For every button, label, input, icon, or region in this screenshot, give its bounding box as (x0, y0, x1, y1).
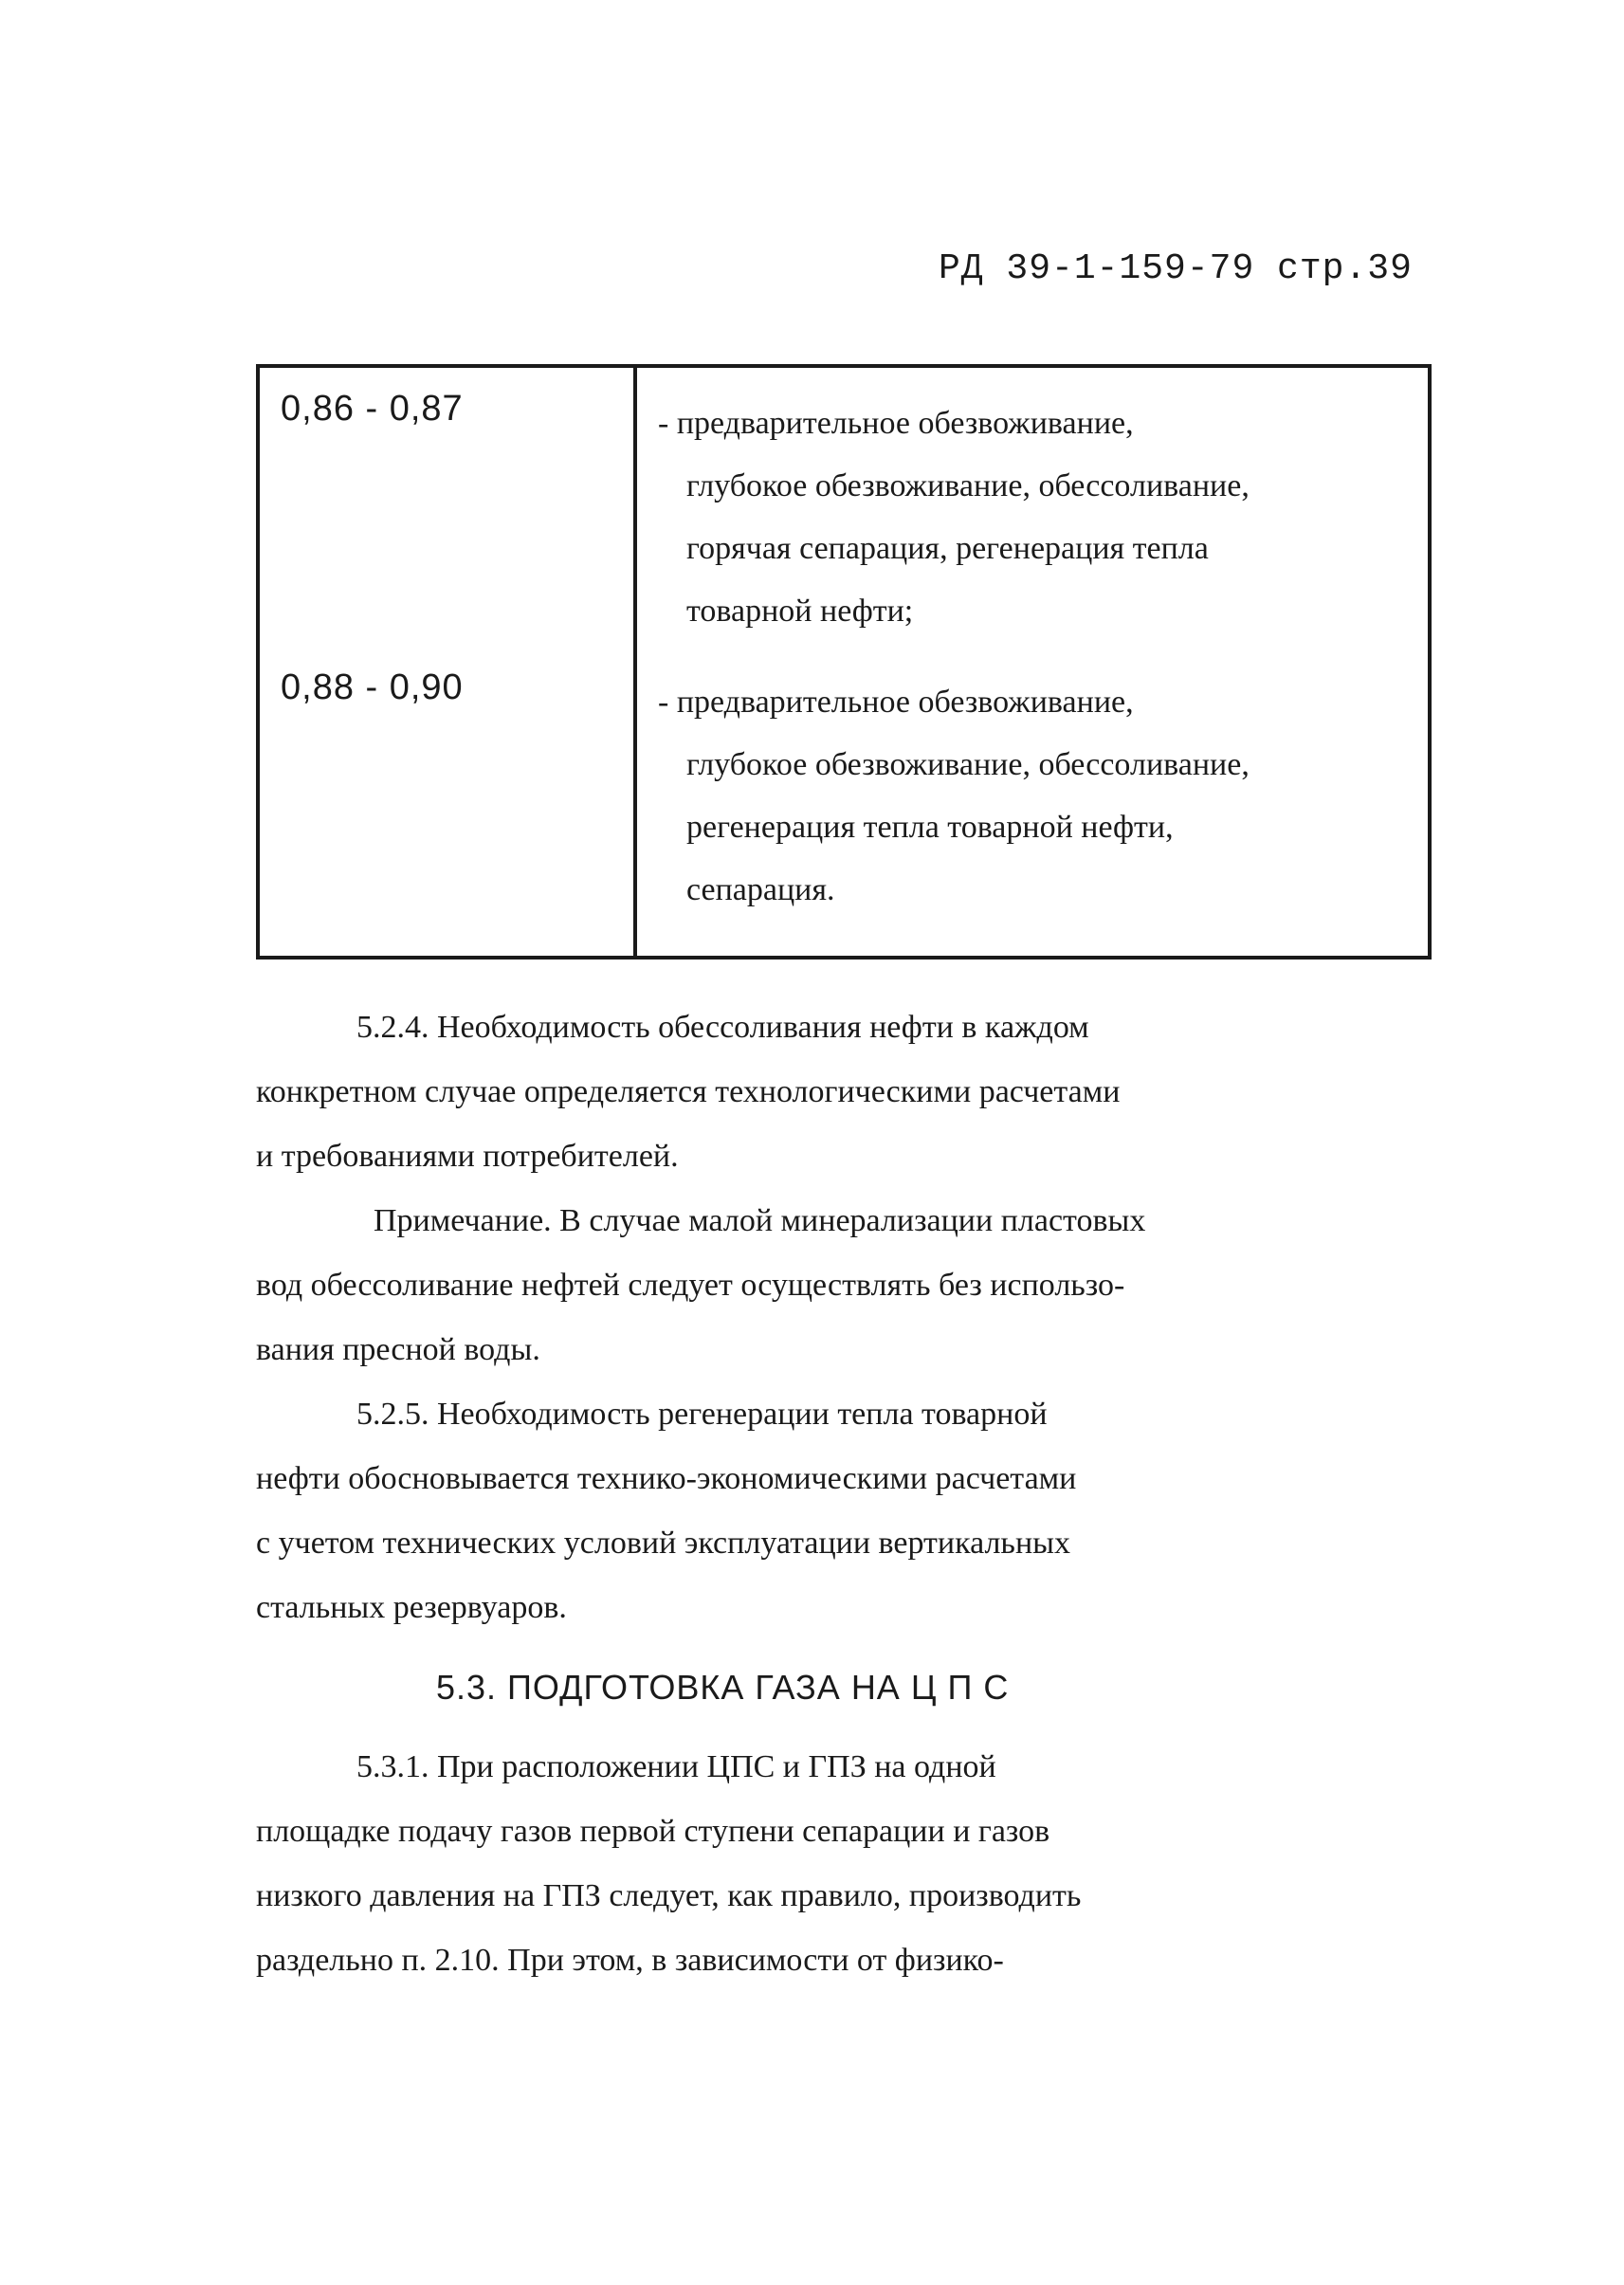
density-range: 0,88 - 0,90 (281, 667, 464, 707)
process-line: глубокое обезвоживание, обессоливание, (686, 468, 1250, 503)
section-heading-5-3: 5.3. ПОДГОТОВКА ГАЗА НА Ц П С (436, 1668, 1010, 1707)
text-line: стальных резервуаров. (256, 1590, 567, 1625)
document-body (256, 996, 1432, 1993)
text-line: Примечание. В случае малой минерализации пластовых (374, 1203, 1146, 1238)
process-line: товарной нефти; (686, 594, 914, 629)
text-line: вания пресной воды. (256, 1332, 540, 1367)
paragraph-5-2-4 (256, 996, 1432, 1189)
text-line: конкретном случае определяется технологическими расчетами (256, 1074, 1121, 1109)
process-line: глубокое обезвоживание, обессоливание, (686, 747, 1250, 782)
note-paragraph (256, 1189, 1432, 1382)
process-line: регенерация тепла товарной нефти, (686, 810, 1174, 845)
paragraph-5-3-1 (256, 1735, 1432, 1993)
table-column-divider (633, 368, 637, 956)
process-description (658, 393, 1250, 643)
process-line: - предварительное обезвоживание, (658, 406, 1134, 441)
text-line: низкого давления на ГПЗ следует, как правило, производить (256, 1878, 1082, 1913)
text-line: с учетом технических условий эксплуатации вертикальных (256, 1526, 1070, 1561)
density-process-table (256, 364, 1432, 960)
text-line: нефти обосновывается технико-экономическими расчетами (256, 1461, 1077, 1496)
paragraph-5-2-5 (256, 1382, 1432, 1640)
page-header-doc-ref: РД 39-1-159-79 стр.39 (939, 248, 1413, 289)
text-line: 5.2.5. Необходимость регенерации тепла товарной (356, 1397, 1048, 1432)
text-line: площадке подачу газов первой ступени сепарации и газов (256, 1814, 1050, 1849)
text-line: 5.2.4. Необходимость обессоливания нефти в каждом (356, 1010, 1089, 1045)
text-line: 5.3.1. При расположении ЦПС и ГПЗ на одной (356, 1749, 996, 1784)
process-line: горячая сепарация, регенерация тепла (686, 531, 1209, 566)
text-line: вод обессоливание нефтей следует осуществлять без использо- (256, 1268, 1125, 1303)
text-line: и требованиями потребителей. (256, 1139, 679, 1174)
process-line: - предварительное обезвоживание, (658, 685, 1134, 720)
process-description (658, 671, 1250, 922)
text-line: раздельно п. 2.10. При этом, в зависимости от физико- (256, 1943, 1004, 1978)
density-range: 0,86 - 0,87 (281, 389, 464, 429)
process-line: сепарация. (686, 872, 835, 907)
